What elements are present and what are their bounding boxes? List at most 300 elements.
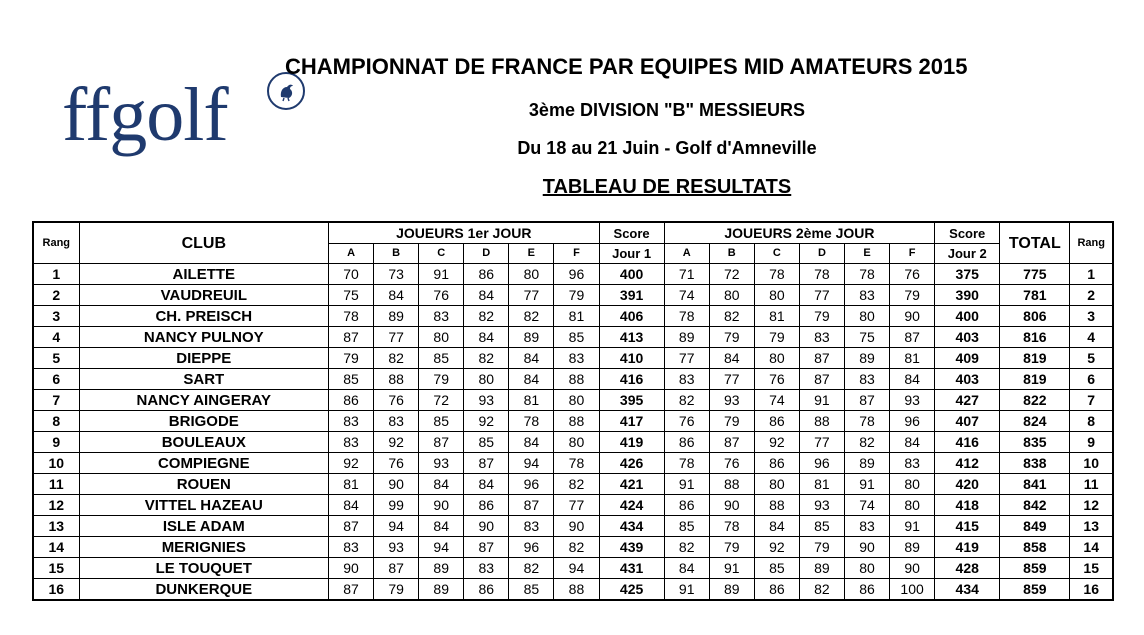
day1-score-cell: 81 xyxy=(509,390,554,411)
day1-score-cell: 87 xyxy=(329,516,374,537)
day1-score-cell: 79 xyxy=(554,285,599,306)
day2-score-cell: 79 xyxy=(709,411,754,432)
day2-score-cell: 81 xyxy=(754,306,799,327)
score-day2-cell: 416 xyxy=(935,432,1000,453)
total-cell: 849 xyxy=(1000,516,1070,537)
day1-score-cell: 82 xyxy=(554,474,599,495)
day1-score-cell: 83 xyxy=(329,411,374,432)
day2-score-cell: 88 xyxy=(709,474,754,495)
day1-score-cell: 91 xyxy=(419,264,464,285)
rank-cell: 10 xyxy=(33,453,79,474)
rank-cell: 2 xyxy=(33,285,79,306)
rank-cell: 8 xyxy=(33,411,79,432)
rank-cell: 6 xyxy=(33,369,79,390)
day1-score-cell: 82 xyxy=(554,537,599,558)
rank-cell: 11 xyxy=(33,474,79,495)
score-day2-cell: 427 xyxy=(935,390,1000,411)
day2-score-cell: 77 xyxy=(709,369,754,390)
club-cell: MERIGNIES xyxy=(79,537,328,558)
day1-players-header: JOUEURS 1er JOUR xyxy=(329,222,600,244)
day1-score-cell: 90 xyxy=(554,516,599,537)
division-title: 3ème DIVISION "B" MESSIEURS xyxy=(528,100,806,120)
table-row xyxy=(33,453,1113,474)
score-day2-cell: 412 xyxy=(935,453,1000,474)
day2-score-cell: 88 xyxy=(754,495,799,516)
day1-score-cell: 87 xyxy=(419,432,464,453)
day1-score-cell: 78 xyxy=(554,453,599,474)
day2-score-cell: 76 xyxy=(664,411,709,432)
rank-right-cell: 13 xyxy=(1070,516,1113,537)
day1-score-cell: 93 xyxy=(419,453,464,474)
day1-score-cell: 84 xyxy=(464,285,509,306)
score-day2-cell: 415 xyxy=(935,516,1000,537)
day2-score-cell: 78 xyxy=(844,411,889,432)
day1-score-cell: 80 xyxy=(509,264,554,285)
day1-score-cell: 77 xyxy=(554,495,599,516)
rank-right-cell: 6 xyxy=(1070,369,1113,390)
day1-score-cell: 89 xyxy=(374,306,419,327)
day1-score-cell: 85 xyxy=(329,369,374,390)
day1-col-e: E xyxy=(509,244,554,264)
day1-score-cell: 72 xyxy=(419,390,464,411)
day2-score-cell: 85 xyxy=(664,516,709,537)
day2-score-cell: 91 xyxy=(844,474,889,495)
day1-score-cell: 83 xyxy=(329,537,374,558)
table-row xyxy=(33,285,1113,306)
day1-score-cell: 90 xyxy=(464,516,509,537)
day2-score-cell: 89 xyxy=(799,558,844,579)
total-cell: 841 xyxy=(1000,474,1070,495)
day2-score-cell: 79 xyxy=(799,537,844,558)
rank-right-cell: 14 xyxy=(1070,537,1113,558)
score-day1-cell: 421 xyxy=(599,474,664,495)
day1-score-cell: 76 xyxy=(374,453,419,474)
day1-score-cell: 90 xyxy=(374,474,419,495)
day1-score-cell: 84 xyxy=(374,285,419,306)
day1-col-f: F xyxy=(554,244,599,264)
day2-score-cell: 80 xyxy=(709,285,754,306)
rank-cell: 3 xyxy=(33,306,79,327)
day1-col-c: C xyxy=(419,244,464,264)
day2-score-cell: 96 xyxy=(799,453,844,474)
day2-col-c: C xyxy=(754,244,799,264)
day1-score-cell: 84 xyxy=(509,369,554,390)
day1-score-cell: 77 xyxy=(509,285,554,306)
club-cell: NANCY PULNOY xyxy=(79,327,328,348)
day1-score-cell: 80 xyxy=(419,327,464,348)
day2-score-cell: 75 xyxy=(844,327,889,348)
day1-score-cell: 79 xyxy=(374,579,419,601)
day1-score-cell: 79 xyxy=(419,369,464,390)
club-cell: COMPIEGNE xyxy=(79,453,328,474)
total-cell: 859 xyxy=(1000,579,1070,601)
day2-score-cell: 80 xyxy=(890,495,935,516)
table-row xyxy=(33,432,1113,453)
table-row xyxy=(33,327,1113,348)
score-day2-cell: 419 xyxy=(935,537,1000,558)
day1-score-cell: 99 xyxy=(374,495,419,516)
rank-right-cell: 3 xyxy=(1070,306,1113,327)
day1-score-cell: 82 xyxy=(509,306,554,327)
day2-score-cell: 87 xyxy=(709,432,754,453)
table-title: TABLEAU DE RESULTATS xyxy=(542,176,792,198)
day2-score-cell: 80 xyxy=(754,474,799,495)
results-table xyxy=(32,221,1114,601)
day2-score-cell: 93 xyxy=(799,495,844,516)
day1-score-cell: 81 xyxy=(329,474,374,495)
day1-score-cell: 84 xyxy=(419,516,464,537)
results-body xyxy=(33,264,1113,601)
club-cell: DUNKERQUE xyxy=(79,579,328,601)
day2-score-cell: 96 xyxy=(890,411,935,432)
day2-score-cell: 87 xyxy=(799,348,844,369)
day2-col-b: B xyxy=(709,244,754,264)
day2-score-cell: 78 xyxy=(844,264,889,285)
day1-score-cell: 80 xyxy=(464,369,509,390)
day2-score-cell: 80 xyxy=(844,306,889,327)
day2-score-cell: 86 xyxy=(844,579,889,601)
day2-score-cell: 74 xyxy=(754,390,799,411)
day1-score-cell: 85 xyxy=(419,348,464,369)
club-cell: BRIGODE xyxy=(79,411,328,432)
day2-score-cell: 86 xyxy=(664,432,709,453)
day1-score-cell: 88 xyxy=(554,411,599,432)
day1-score-cell: 86 xyxy=(329,390,374,411)
score-day1-cell: 395 xyxy=(599,390,664,411)
table-row xyxy=(33,516,1113,537)
total-cell: 858 xyxy=(1000,537,1070,558)
score-day1-cell: 391 xyxy=(599,285,664,306)
day2-score-cell: 83 xyxy=(844,285,889,306)
day2-score-cell: 91 xyxy=(709,558,754,579)
total-cell: 775 xyxy=(1000,264,1070,285)
day2-score-cell: 83 xyxy=(844,516,889,537)
day1-score-cell: 84 xyxy=(509,348,554,369)
day1-score-cell: 84 xyxy=(419,474,464,495)
day1-score-cell: 92 xyxy=(374,432,419,453)
day2-score-cell: 71 xyxy=(664,264,709,285)
day2-score-cell: 86 xyxy=(664,495,709,516)
day2-score-cell: 77 xyxy=(664,348,709,369)
total-cell: 806 xyxy=(1000,306,1070,327)
day1-score-cell: 87 xyxy=(374,558,419,579)
rang-header: Rang xyxy=(33,222,79,264)
day1-score-cell: 93 xyxy=(374,537,419,558)
rank-cell: 13 xyxy=(33,516,79,537)
day2-score-cell: 86 xyxy=(754,579,799,601)
club-cell: VAUDREUIL xyxy=(79,285,328,306)
day1-score-cell: 82 xyxy=(464,306,509,327)
day1-score-cell: 83 xyxy=(329,432,374,453)
day1-score-cell: 83 xyxy=(419,306,464,327)
table-row xyxy=(33,306,1113,327)
total-cell: 838 xyxy=(1000,453,1070,474)
day1-score-cell: 90 xyxy=(329,558,374,579)
day2-score-cell: 89 xyxy=(890,537,935,558)
day2-score-cell: 77 xyxy=(799,432,844,453)
day2-col-f: F xyxy=(890,244,935,264)
day2-score-cell: 86 xyxy=(754,411,799,432)
score-day2-cell: 428 xyxy=(935,558,1000,579)
day2-score-cell: 80 xyxy=(754,348,799,369)
day2-score-cell: 78 xyxy=(754,264,799,285)
day1-score-cell: 86 xyxy=(464,264,509,285)
rank-right-cell: 1 xyxy=(1070,264,1113,285)
day2-score-cell: 78 xyxy=(799,264,844,285)
day2-score-cell: 82 xyxy=(709,306,754,327)
event-dates: Du 18 au 21 Juin - Golf d'Amneville xyxy=(517,138,817,158)
score-day1-cell: 431 xyxy=(599,558,664,579)
day2-score-cell: 83 xyxy=(799,327,844,348)
day1-score-cell: 87 xyxy=(464,537,509,558)
total-header: TOTAL xyxy=(1000,222,1070,264)
total-cell: 859 xyxy=(1000,558,1070,579)
day1-score-cell: 85 xyxy=(464,432,509,453)
score-day2-cell: 403 xyxy=(935,327,1000,348)
day2-score-cell: 82 xyxy=(664,537,709,558)
day1-score-cell: 81 xyxy=(554,306,599,327)
rank-right-cell: 4 xyxy=(1070,327,1113,348)
day1-score-cell: 78 xyxy=(509,411,554,432)
score-day1-cell: 434 xyxy=(599,516,664,537)
table-row xyxy=(33,495,1113,516)
club-cell: ISLE ADAM xyxy=(79,516,328,537)
day2-score-cell: 91 xyxy=(890,516,935,537)
club-cell: LE TOUQUET xyxy=(79,558,328,579)
day2-score-cell: 80 xyxy=(754,285,799,306)
day2-score-cell: 89 xyxy=(709,579,754,601)
day1-score-cell: 82 xyxy=(464,348,509,369)
day1-score-cell: 94 xyxy=(419,537,464,558)
score-day2-cell: 375 xyxy=(935,264,1000,285)
day1-score-cell: 79 xyxy=(329,348,374,369)
table-row xyxy=(33,411,1113,432)
day2-score-cell: 84 xyxy=(664,558,709,579)
day2-score-cell: 76 xyxy=(890,264,935,285)
day2-score-cell: 87 xyxy=(799,369,844,390)
rank-cell: 7 xyxy=(33,390,79,411)
score-day1-cell: 413 xyxy=(599,327,664,348)
rank-right-cell: 16 xyxy=(1070,579,1113,601)
day2-score-cell: 87 xyxy=(844,390,889,411)
rank-right-cell: 12 xyxy=(1070,495,1113,516)
day1-score-cell: 87 xyxy=(329,327,374,348)
day2-score-cell: 79 xyxy=(890,285,935,306)
score-day1-cell: 439 xyxy=(599,537,664,558)
rank-right-cell: 8 xyxy=(1070,411,1113,432)
day1-score-cell: 84 xyxy=(464,327,509,348)
day2-score-cell: 77 xyxy=(799,285,844,306)
day2-score-cell: 84 xyxy=(890,432,935,453)
rank-cell: 15 xyxy=(33,558,79,579)
day1-col-a: A xyxy=(329,244,374,264)
day1-score-cell: 77 xyxy=(374,327,419,348)
day1-col-b: B xyxy=(374,244,419,264)
day2-score-cell: 83 xyxy=(890,453,935,474)
day2-score-cell: 74 xyxy=(664,285,709,306)
day2-score-cell: 79 xyxy=(754,327,799,348)
day1-score-cell: 85 xyxy=(554,327,599,348)
rank-cell: 4 xyxy=(33,327,79,348)
total-cell: 842 xyxy=(1000,495,1070,516)
table-row xyxy=(33,474,1113,495)
day1-score-cell: 96 xyxy=(509,537,554,558)
day2-score-cell: 80 xyxy=(890,474,935,495)
rank-cell: 12 xyxy=(33,495,79,516)
day1-col-d: D xyxy=(464,244,509,264)
score-day1-cell: 426 xyxy=(599,453,664,474)
day1-score-cell: 83 xyxy=(554,348,599,369)
total-cell: 835 xyxy=(1000,432,1070,453)
table-row xyxy=(33,390,1113,411)
day1-score-cell: 93 xyxy=(464,390,509,411)
day1-score-cell: 80 xyxy=(554,432,599,453)
day1-score-cell: 84 xyxy=(329,495,374,516)
day2-score-cell: 90 xyxy=(890,306,935,327)
day1-score-cell: 82 xyxy=(374,348,419,369)
day1-score-cell: 83 xyxy=(374,411,419,432)
score-day1-cell: 417 xyxy=(599,411,664,432)
day2-score-cell: 84 xyxy=(754,516,799,537)
score-day2-cell: 403 xyxy=(935,369,1000,390)
day1-score-cell: 86 xyxy=(464,495,509,516)
total-cell: 819 xyxy=(1000,348,1070,369)
score-day1-cell: 410 xyxy=(599,348,664,369)
day1-score-cell: 94 xyxy=(374,516,419,537)
club-cell: AILETTE xyxy=(79,264,328,285)
total-cell: 819 xyxy=(1000,369,1070,390)
score-day1-header: Score xyxy=(599,222,664,244)
day1-score-cell: 73 xyxy=(374,264,419,285)
rank-cell: 16 xyxy=(33,579,79,601)
day1-score-cell: 87 xyxy=(329,579,374,601)
day2-score-cell: 86 xyxy=(754,453,799,474)
day2-score-cell: 85 xyxy=(754,558,799,579)
day1-score-cell: 96 xyxy=(554,264,599,285)
day2-score-cell: 85 xyxy=(799,516,844,537)
score-day1-cell: 400 xyxy=(599,264,664,285)
score-day2-cell: 409 xyxy=(935,348,1000,369)
table-row xyxy=(33,537,1113,558)
table-row xyxy=(33,369,1113,390)
day2-score-cell: 76 xyxy=(754,369,799,390)
club-cell: BOULEAUX xyxy=(79,432,328,453)
score-day1-cell: 419 xyxy=(599,432,664,453)
rank-right-cell: 15 xyxy=(1070,558,1113,579)
day1-score-cell: 84 xyxy=(464,474,509,495)
day1-score-cell: 88 xyxy=(374,369,419,390)
club-cell: SART xyxy=(79,369,328,390)
rang-header-right: Rang xyxy=(1070,222,1113,264)
score-day2-cell: 400 xyxy=(935,306,1000,327)
club-cell: ROUEN xyxy=(79,474,328,495)
club-cell: NANCY AINGERAY xyxy=(79,390,328,411)
club-cell: DIEPPE xyxy=(79,348,328,369)
table-row xyxy=(33,264,1113,285)
day2-score-cell: 89 xyxy=(844,453,889,474)
day2-players-header: JOUEURS 2ème JOUR xyxy=(664,222,935,244)
day1-score-cell: 80 xyxy=(554,390,599,411)
day2-score-cell: 76 xyxy=(709,453,754,474)
rank-right-cell: 10 xyxy=(1070,453,1113,474)
rank-right-cell: 5 xyxy=(1070,348,1113,369)
day2-score-cell: 93 xyxy=(709,390,754,411)
day2-col-e: E xyxy=(844,244,889,264)
day2-score-cell: 80 xyxy=(844,558,889,579)
day1-score-cell: 85 xyxy=(419,411,464,432)
score-day1-cell: 424 xyxy=(599,495,664,516)
rank-right-cell: 7 xyxy=(1070,390,1113,411)
score-day2-cell: 418 xyxy=(935,495,1000,516)
score-day1-cell: 406 xyxy=(599,306,664,327)
day2-score-cell: 84 xyxy=(890,369,935,390)
day2-score-cell: 79 xyxy=(799,306,844,327)
day2-score-cell: 90 xyxy=(890,558,935,579)
rank-right-cell: 11 xyxy=(1070,474,1113,495)
total-cell: 816 xyxy=(1000,327,1070,348)
day1-score-cell: 76 xyxy=(374,390,419,411)
logo-text: ffgolf xyxy=(62,73,228,157)
jour2-header: Jour 2 xyxy=(935,244,1000,264)
day1-score-cell: 75 xyxy=(329,285,374,306)
day1-score-cell: 89 xyxy=(419,558,464,579)
day2-score-cell: 89 xyxy=(844,348,889,369)
day2-score-cell: 81 xyxy=(799,474,844,495)
jour1-header: Jour 1 xyxy=(599,244,664,264)
score-day1-cell: 416 xyxy=(599,369,664,390)
rank-cell: 5 xyxy=(33,348,79,369)
day1-score-cell: 82 xyxy=(509,558,554,579)
table-row xyxy=(33,579,1113,601)
day1-score-cell: 90 xyxy=(419,495,464,516)
day2-score-cell: 78 xyxy=(709,516,754,537)
day1-score-cell: 94 xyxy=(554,558,599,579)
day2-score-cell: 91 xyxy=(664,579,709,601)
day2-score-cell: 82 xyxy=(799,579,844,601)
day2-score-cell: 84 xyxy=(709,348,754,369)
day2-score-cell: 90 xyxy=(709,495,754,516)
total-cell: 781 xyxy=(1000,285,1070,306)
day1-score-cell: 70 xyxy=(329,264,374,285)
day2-score-cell: 91 xyxy=(664,474,709,495)
day1-score-cell: 84 xyxy=(509,432,554,453)
day1-score-cell: 76 xyxy=(419,285,464,306)
day2-score-cell: 89 xyxy=(664,327,709,348)
day1-score-cell: 96 xyxy=(509,474,554,495)
rank-cell: 1 xyxy=(33,264,79,285)
day1-score-cell: 92 xyxy=(464,411,509,432)
day1-score-cell: 89 xyxy=(419,579,464,601)
day1-score-cell: 87 xyxy=(509,495,554,516)
day2-col-d: D xyxy=(799,244,844,264)
day2-score-cell: 92 xyxy=(754,537,799,558)
day2-score-cell: 83 xyxy=(844,369,889,390)
day2-score-cell: 74 xyxy=(844,495,889,516)
total-cell: 822 xyxy=(1000,390,1070,411)
day2-score-cell: 79 xyxy=(709,327,754,348)
day2-score-cell: 87 xyxy=(890,327,935,348)
rank-right-cell: 9 xyxy=(1070,432,1113,453)
score-day2-header: Score xyxy=(935,222,1000,244)
rank-cell: 9 xyxy=(33,432,79,453)
total-cell: 824 xyxy=(1000,411,1070,432)
day2-score-cell: 82 xyxy=(844,432,889,453)
day1-score-cell: 94 xyxy=(509,453,554,474)
table-row xyxy=(33,348,1113,369)
day1-score-cell: 83 xyxy=(509,516,554,537)
day1-score-cell: 86 xyxy=(464,579,509,601)
day1-score-cell: 89 xyxy=(509,327,554,348)
